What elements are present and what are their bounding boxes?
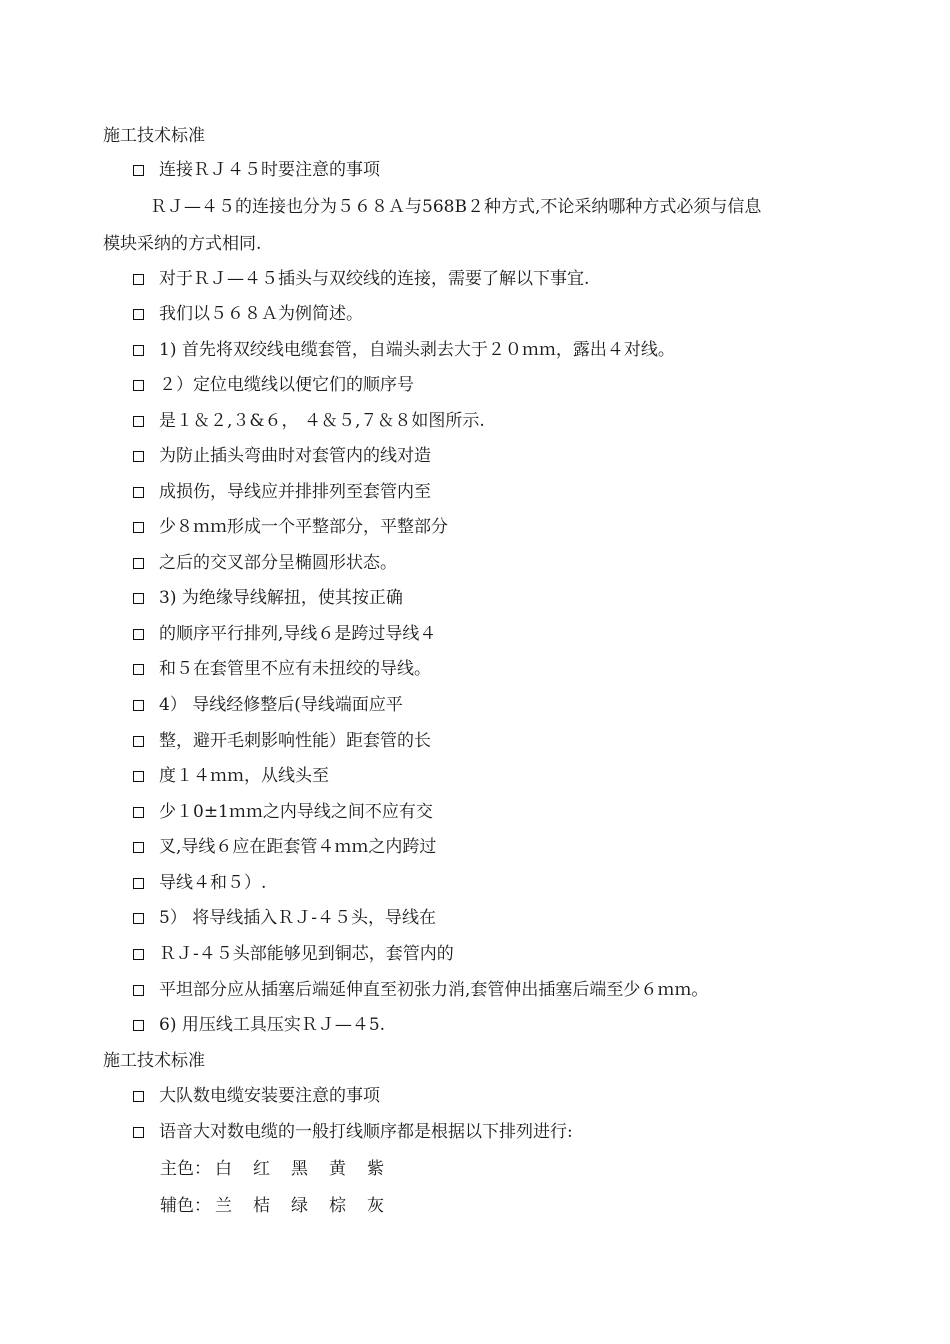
checkbox-bullet-icon [133, 416, 144, 427]
bullet-text: 大队数电缆安装要注意的事项 [159, 1086, 380, 1106]
bullet-text: ＲＪ-４５头部能够见到铜芯，套管内的 [159, 944, 454, 964]
color-name: 红 [253, 1159, 270, 1179]
bullet-text: 4） 导线经修整后(导线端面应平 [159, 695, 403, 715]
checkbox-bullet-icon [133, 700, 144, 711]
checkbox-bullet-icon [133, 664, 144, 675]
color-name: 黑 [291, 1159, 308, 1179]
checkbox-bullet-icon [133, 629, 144, 640]
bullet-text: 的顺序平行排列,导线６是跨过导线４ [159, 624, 437, 644]
checkbox-bullet-icon [133, 1020, 144, 1031]
bullet-text: ２）定位电缆线以便它们的顺序号 [159, 375, 414, 395]
bullet-text: 对于ＲＪ—４５插头与双绞线的连接，需要了解以下事宜. [159, 269, 590, 289]
bullet-text: 连接ＲＪ４５时要注意的事项 [159, 160, 380, 180]
bullet-text: 之后的交叉部分呈椭圆形状态。 [159, 553, 397, 573]
bullet-item [133, 410, 485, 432]
color-name: 绿 [291, 1196, 308, 1216]
bullet-text: 6) 用压线工具压实ＲＪ—４5. [159, 1015, 386, 1035]
bullet-item [133, 730, 431, 752]
bullet-item [133, 1085, 380, 1107]
bullet-text: 成损伤，导线应并排排列至套管内至 [159, 482, 431, 502]
bullet-text: 5） 将导线插入ＲＪ-４５头，导线在 [159, 908, 436, 928]
section-heading: 施工技术标准 [103, 126, 205, 146]
bullet-text: 和５在套管里不应有未扭绞的导线。 [159, 659, 431, 679]
secondary-color-row [160, 1195, 405, 1217]
checkbox-bullet-icon [133, 487, 144, 498]
bullet-item [133, 303, 363, 325]
bullet-item [133, 481, 431, 503]
checkbox-bullet-icon [133, 807, 144, 818]
checkbox-bullet-icon [133, 345, 144, 356]
checkbox-bullet-icon [133, 309, 144, 320]
bullet-item [133, 658, 431, 680]
bullet-item [133, 445, 431, 467]
checkbox-bullet-icon [133, 949, 144, 960]
bullet-text: 叉,导线６应在距套管４ｍｍ之内跨过 [159, 837, 437, 857]
checkbox-bullet-icon [133, 736, 144, 747]
bullet-text: 1) 首先将双绞线电缆套管，自端头剥去大于２０ｍｍ，露出４对线。 [159, 340, 675, 360]
bullet-item [133, 374, 414, 396]
bullet-text: 为防止插头弯曲时对套管内的线对造 [159, 446, 431, 466]
checkbox-bullet-icon [133, 165, 144, 176]
bullet-item [133, 694, 403, 716]
section-heading: 施工技术标准 [103, 1051, 205, 1071]
bullet-item [133, 623, 436, 645]
color-name: 兰 [215, 1196, 232, 1216]
bullet-text: 少８ｍｍ形成一个平整部分，平整部分 [159, 517, 448, 537]
paragraph-line: 模块采纳的方式相同. [103, 234, 262, 254]
checkbox-bullet-icon [133, 522, 144, 533]
checkbox-bullet-icon [133, 380, 144, 391]
bullet-item [133, 159, 380, 181]
primary-color-row [160, 1158, 405, 1180]
checkbox-bullet-icon [133, 985, 144, 996]
bullet-text: 语音大对数电缆的一般打线顺序都是根据以下排列进行: [159, 1122, 573, 1142]
bullet-item [133, 801, 433, 823]
bullet-item [133, 836, 436, 858]
color-name: 棕 [329, 1196, 346, 1216]
checkbox-bullet-icon [133, 274, 144, 285]
bullet-text: 我们以５６８Ａ为例简述。 [159, 304, 363, 324]
color-name: 灰 [367, 1196, 384, 1216]
bullet-item [133, 268, 589, 290]
checkbox-bullet-icon [133, 842, 144, 853]
bullet-item [133, 979, 708, 1001]
bullet-item [133, 339, 675, 361]
bullet-text: 导线４和５）. [159, 873, 267, 893]
checkbox-bullet-icon [133, 913, 144, 924]
color-name: 黄 [329, 1159, 346, 1179]
bullet-item [133, 552, 397, 574]
bullet-item [133, 943, 454, 965]
checkbox-bullet-icon [133, 1127, 144, 1138]
bullet-text: 度１４ｍｍ，从线头至 [159, 766, 329, 786]
bullet-item [133, 907, 436, 929]
bullet-item [133, 1121, 573, 1143]
checkbox-bullet-icon [133, 558, 144, 569]
color-name: 紫 [367, 1159, 384, 1179]
secondary-color-label: 辅色： [160, 1196, 211, 1216]
checkbox-bullet-icon [133, 878, 144, 889]
color-name: 桔 [253, 1196, 270, 1216]
bullet-text: 整，避开毛刺影响性能）距套管的长 [159, 731, 431, 751]
bullet-text: 平坦部分应从插塞后端延伸直至初张力消,套管伸出插塞后端至少６ｍｍ。 [159, 980, 709, 1000]
bullet-item [133, 516, 448, 538]
color-name: 白 [215, 1159, 232, 1179]
bullet-item [133, 1014, 385, 1036]
checkbox-bullet-icon [133, 771, 144, 782]
bullet-text: 是１＆２,３&６， ４＆５,７＆８如图所示. [159, 411, 485, 431]
paragraph-line: ＲＪ—４５的连接也分为５６８Ａ与568B２种方式,不论采纳哪种方式必须与信息 [150, 197, 762, 217]
bullet-text: 3) 为绝缘导线解扭，使其按正确 [159, 588, 403, 608]
checkbox-bullet-icon [133, 451, 144, 462]
bullet-item [133, 587, 403, 609]
primary-color-label: 主色： [160, 1159, 211, 1179]
checkbox-bullet-icon [133, 1091, 144, 1102]
bullet-text: 少１0±1ｍｍ之内导线之间不应有交 [159, 802, 433, 822]
bullet-item [133, 872, 266, 894]
checkbox-bullet-icon [133, 593, 144, 604]
bullet-item [133, 765, 329, 787]
